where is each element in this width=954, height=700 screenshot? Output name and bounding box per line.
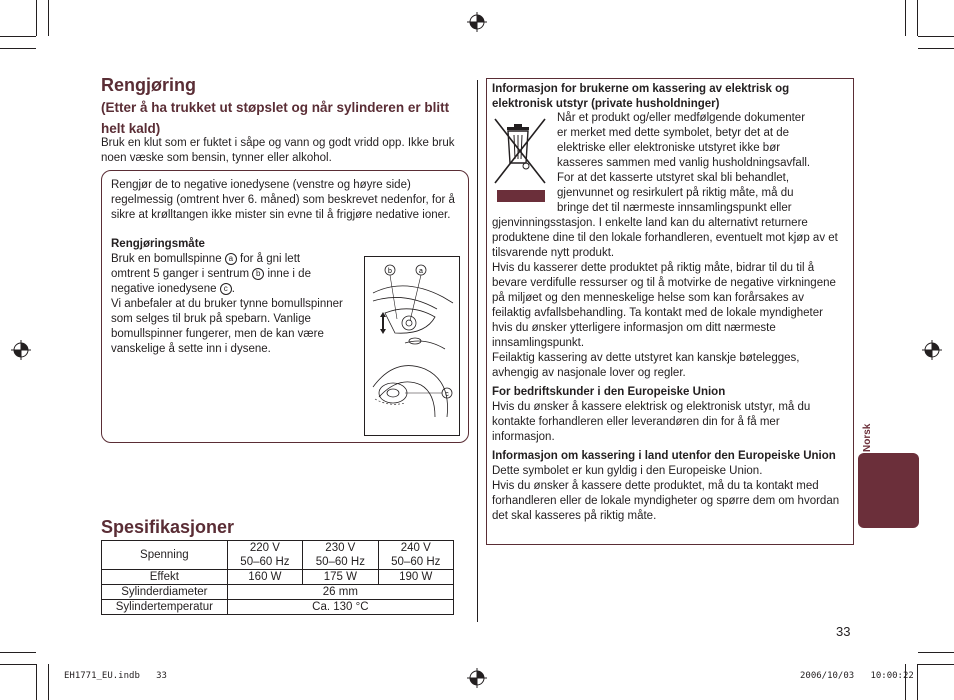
outside-eu-text-1: Dette symbolet er kun gyldig i den Europeiske Union. [492, 465, 763, 477]
cleaning-intro: Bruk en klut som er fuktet i såpe og vann og godt vridd opp. Ikke bruk noen væske som bensin, tynner eller alkohol. [101, 137, 455, 164]
spec-label: Sylindertemperatur [102, 600, 228, 615]
spec-label: Effekt [102, 570, 228, 585]
language-tab [858, 453, 919, 528]
wheelie-bin-icon [493, 117, 549, 205]
marker-c: c [220, 283, 232, 295]
svg-text:b: b [388, 268, 392, 275]
spec-cell: 26 mm [227, 585, 453, 600]
spec-cell: 230 V 50–60 Hz [303, 541, 378, 570]
outside-eu-heading: Informasjon om kassering i land utenfor den Europeiske Union [492, 450, 836, 462]
disposal-para-3: Feilaktig kassering av dette utstyret kan kanskje bøtelegges, avhengig av nasjonale lover og regler. [492, 352, 800, 379]
nozzle-cleaning-text: Rengjør de to negative ionedysene (venstre og høyre side) regelmessig (omtrent hver 6. måned) som beskrevet nedenfor, for å sikre at krølltangen ikke mister sin evne til å frigjøre nedative ioner. [111, 179, 455, 221]
table-row [102, 541, 454, 570]
svg-text:a: a [419, 268, 423, 275]
method-text: Bruk en bomullspinne a for å gni lett omtrent 5 ganger i sentrum b inne i de negative ionedysene c . Vi anbefaler at du bruker tynne bomullspinner som selges til bruk på spebarn. Vanlige bomullspinner fungerer, men de kan være vanskelige å sette inn i dysene. [111, 253, 343, 355]
cleaning-subtitle: (Etter å ha trukket ut støpslet og når sylinderen er blitt helt kald) [101, 100, 450, 136]
method-heading: Rengjøringsmåte [111, 238, 205, 250]
spec-label: Spenning [102, 541, 228, 570]
page-number: 33 [836, 624, 851, 639]
spec-table [101, 540, 454, 615]
spec-cell: 190 W [378, 570, 453, 585]
registration-mark-bottom [467, 668, 487, 688]
business-text: Hvis du ønsker å kassere elektrisk og elektronisk utstyr, må du kontakte forhandleren eller leverandøren din for å få mer informasjon. [492, 401, 811, 443]
disposal-heading: Informasjon for brukerne om kassering av elektrisk og elektronisk utstyr (private husholdninger) [492, 83, 790, 110]
footer-file-info: EH1771_EU.indb 33 [64, 671, 167, 681]
disposal-text [492, 216, 844, 524]
spec-cell: 220 V 50–60 Hz [227, 541, 302, 570]
disposal-para-1-lines: Når et produkt og/eller medfølgende dokumenter er merket med dette symbolet, betyr det at de elektriske eller elektroniske utstyret ikke bør kasseres sammen med vanlig husholdningsavfall. For at det kasserte utstyret skal bli behandlet, gjenvunnet og resirkulert på riktig måte, må du bringe det til nærmeste innsamlingspunkt eller [557, 112, 811, 214]
outside-eu-text-2: Hvis du ønsker å kassere dette produktet, må du ta kontakt med forhandleren eller de lokale myndigheter og spørre dem om hvordan det skal kasseres på riktig måte. [492, 480, 840, 522]
nozzle-illustration [364, 256, 460, 436]
disposal-para-2: Hvis du kasserer dette produktet på riktig måte, bidrar til du til å bevare verdifulle ressurser og til å motvirke de negative virkningene på miljøet og den menneskelige helse som kan forårsakes av feilaktig avfallsbehandling. Ta kontakt med de lokale myndigheter hvis du ønsker ytterligere informasjon om ditt nærmeste innsamlingspunkt. [492, 262, 836, 349]
registration-mark-top [467, 12, 487, 32]
spec-title: Spesifikasjoner [101, 517, 235, 537]
registration-mark-right [922, 340, 942, 360]
column-divider [477, 80, 478, 622]
language-tab-label: Norsk [862, 423, 873, 452]
spec-label: Sylinderdiameter [102, 585, 228, 600]
table-row [102, 570, 454, 585]
table-row [102, 585, 454, 600]
table-row [102, 600, 454, 615]
spec-cell: 175 W [303, 570, 378, 585]
registration-mark-left [11, 340, 31, 360]
marker-a: a [225, 253, 237, 265]
business-heading: For bedriftskunder i den Europeiske Union [492, 386, 726, 398]
disposal-para-1-rest: gjenvinningsstasjon. I enkelte land kan du alternativt returnere produktene dine til den lokale forhandleren, eventuelt mot kjøp av et tilsvarende nytt produkt. [492, 217, 838, 259]
cleaning-title: Rengjøring [101, 75, 196, 95]
svg-text:c: c [445, 391, 449, 398]
spec-cell: Ca. 130 °C [227, 600, 453, 615]
spec-cell: 160 W [227, 570, 302, 585]
spec-cell: 240 V 50–60 Hz [378, 541, 453, 570]
marker-b: b [252, 268, 264, 280]
footer-timestamp: 2006/10/03 10:00:22 [800, 671, 914, 681]
